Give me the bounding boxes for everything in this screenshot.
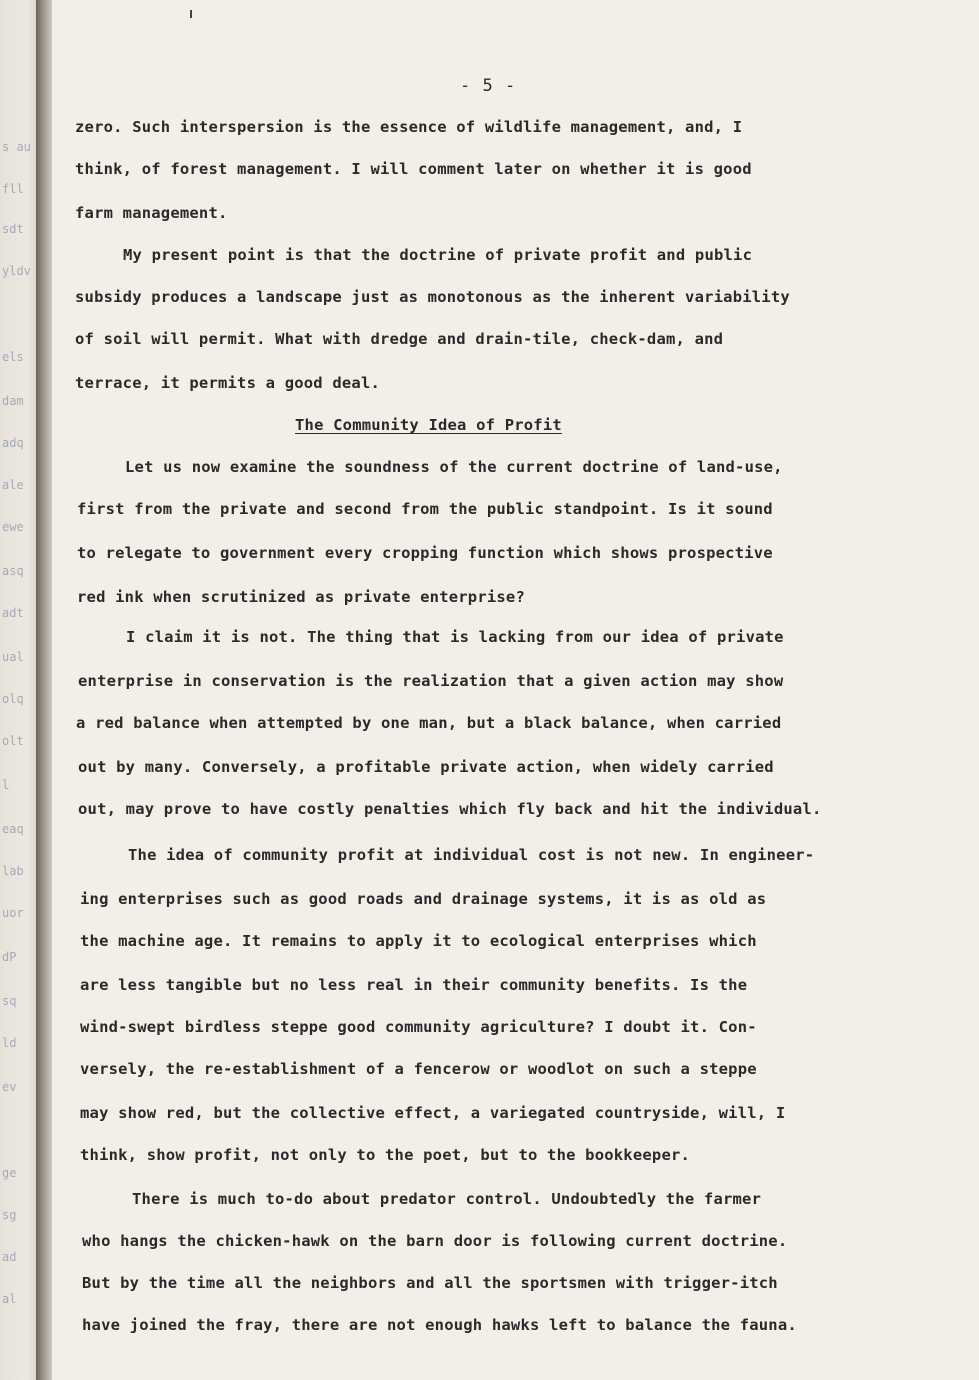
facing-page-fragment: olq	[2, 692, 24, 706]
text-line: may show red, but the collective effect, a variegated countryside, will, I	[80, 1104, 786, 1122]
text-line: out, may prove to have costly penalties which fly back and hit the individual.	[78, 800, 822, 818]
facing-page-fragment: dP	[2, 950, 17, 964]
text-line: I claim it is not. The thing that is lacking from our idea of private	[126, 628, 784, 646]
text-line: wind-swept birdless steppe good community agriculture? I doubt it. Con-	[80, 1018, 757, 1036]
facing-page-fragment: dam	[2, 394, 24, 408]
text-line: enterprise in conservation is the realization that a given action may show	[78, 672, 784, 690]
facing-page-edge	[0, 0, 38, 1380]
facing-page-fragment: sdt	[2, 222, 24, 236]
text-line: are less tangible but no less real in their community benefits. Is the	[80, 976, 748, 994]
text-line: the machine age. It remains to apply it to ecological enterprises which	[80, 932, 757, 950]
text-line: who hangs the chicken-hawk on the barn door is following current doctrine.	[82, 1232, 788, 1250]
text-line: of soil will permit. What with dredge and drain-tile, check-dam, and	[75, 330, 724, 348]
text-line: first from the private and second from the public standpoint. Is it sound	[77, 500, 773, 518]
facing-page-fragment: ale	[2, 478, 24, 492]
facing-page-fragment: fll	[2, 182, 24, 196]
text-line: My present point is that the doctrine of private profit and public	[123, 246, 753, 264]
facing-page-fragment: adq	[2, 436, 24, 450]
facing-page-fragment: sg	[2, 1208, 17, 1222]
facing-page-fragment: asq	[2, 564, 24, 578]
facing-page-fragment: s au	[2, 140, 31, 154]
facing-page-fragment: sq	[2, 994, 17, 1008]
facing-page-fragment: olt	[2, 734, 24, 748]
facing-page-fragment: ge	[2, 1166, 17, 1180]
text-line: terrace, it permits a good deal.	[75, 374, 381, 392]
facing-page-fragment: ual	[2, 650, 24, 664]
facing-page-fragment: al	[2, 1292, 17, 1306]
text-line: ing enterprises such as good roads and drainage systems, it is as old as	[80, 890, 767, 908]
facing-page-fragment: ewe	[2, 520, 24, 534]
text-line: think, show profit, not only to the poet, but to the bookkeeper.	[80, 1146, 691, 1164]
page-mark	[190, 10, 192, 18]
text-line: red ink when scrutinized as private enterprise?	[77, 588, 525, 606]
text-line: Let us now examine the soundness of the current doctrine of land-use,	[125, 458, 783, 476]
text-line: to relegate to government every cropping function which shows prospective	[77, 544, 773, 562]
page-number: - 5 -	[460, 76, 517, 96]
text-line: have joined the fray, there are not enough hawks left to balance the fauna.	[82, 1316, 797, 1334]
text-line: The idea of community profit at individual cost is not new. In engineer-	[128, 846, 815, 864]
facing-page-fragment: adt	[2, 606, 24, 620]
text-line: farm management.	[75, 204, 228, 222]
facing-page-fragment: eaq	[2, 822, 24, 836]
text-line: versely, the re-establishment of a fencerow or woodlot on such a steppe	[80, 1060, 757, 1078]
text-line: out by many. Conversely, a profitable private action, when widely carried	[78, 758, 774, 776]
facing-page-fragment: l	[2, 778, 10, 792]
typed-page	[52, 0, 979, 1380]
text-line: a red balance when attempted by one man, but a black balance, when carried	[76, 714, 782, 732]
text-line: think, of forest management. I will comment later on whether it is good	[75, 160, 752, 178]
facing-page-fragment: ev	[2, 1080, 17, 1094]
facing-page-fragment: yldv	[2, 264, 31, 278]
text-line: There is much to-do about predator control. Undoubtedly the farmer	[132, 1190, 762, 1208]
facing-page-fragment: ld	[2, 1036, 17, 1050]
text-line: zero. Such interspersion is the essence of wildlife management, and, I	[75, 118, 743, 136]
facing-page-fragment: els	[2, 350, 24, 364]
facing-page-fragment: ad	[2, 1250, 17, 1264]
text-line: subsidy produces a landscape just as monotonous as the inherent variability	[75, 288, 790, 306]
section-heading: The Community Idea of Profit	[295, 416, 562, 434]
facing-page-fragment: uor	[2, 906, 24, 920]
text-line: But by the time all the neighbors and all the sportsmen with trigger-itch	[82, 1274, 778, 1292]
facing-page-fragment: lab	[2, 864, 24, 878]
